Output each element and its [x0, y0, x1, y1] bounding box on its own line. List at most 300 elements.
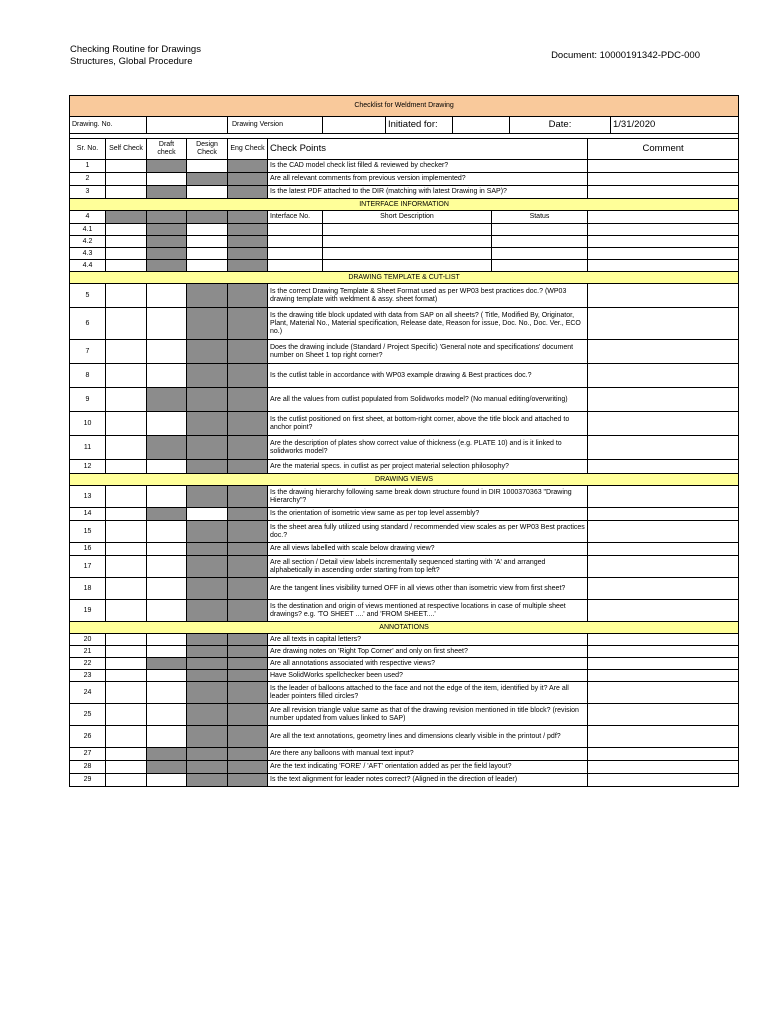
row-number: 6 [70, 308, 106, 340]
row-number: 18 [70, 578, 106, 600]
eng-check-cell [228, 388, 268, 412]
draft-check-cell [147, 508, 187, 521]
row-number: 26 [70, 726, 106, 748]
row-number: 14 [70, 508, 106, 521]
comment-cell[interactable] [588, 682, 739, 704]
self-check-cell[interactable] [106, 521, 147, 543]
comment-cell[interactable] [588, 670, 739, 682]
checklist-row [70, 508, 739, 521]
eng-check-cell [228, 726, 268, 748]
comment-cell[interactable] [588, 284, 739, 308]
self-check-cell[interactable] [106, 682, 147, 704]
eng-check-cell [228, 173, 268, 186]
row-number: 13 [70, 486, 106, 508]
draft-check-cell[interactable] [147, 521, 187, 543]
row-number: 15 [70, 521, 106, 543]
row-number: 8 [70, 364, 106, 388]
check-point-text: Are all relevant comments from previous version implemented? [268, 173, 588, 186]
comment-cell[interactable] [588, 173, 739, 186]
draft-check-cell [147, 748, 187, 761]
design-check-cell [187, 543, 228, 556]
design-check-cell [187, 173, 228, 186]
checklist-table [69, 95, 739, 787]
design-check-cell [187, 340, 228, 364]
row-number: 19 [70, 600, 106, 622]
eng-check-cell [228, 284, 268, 308]
self-check-cell[interactable] [106, 388, 147, 412]
check-point-text: Is the sheet area fully utilized using standard / recommended view scales as per WP03 Best practices doc.? [268, 521, 588, 543]
row-number: 21 [70, 646, 106, 658]
comment-cell[interactable] [588, 260, 739, 272]
eng-check-cell [228, 646, 268, 658]
design-check-cell[interactable] [187, 160, 228, 173]
comment-cell[interactable] [588, 248, 739, 260]
self-check-cell[interactable] [106, 646, 147, 658]
draft-check-cell[interactable] [147, 634, 187, 646]
eng-check-cell [228, 236, 268, 248]
comment-cell[interactable] [588, 486, 739, 508]
comment-cell[interactable] [588, 224, 739, 236]
row-number: 11 [70, 436, 106, 460]
row-number: 9 [70, 388, 106, 412]
draft-check-cell [147, 160, 187, 173]
self-check-cell[interactable] [106, 556, 147, 578]
comment-cell[interactable] [588, 412, 739, 436]
draft-check-cell[interactable] [147, 556, 187, 578]
eng-check-cell [228, 486, 268, 508]
check-point-text: Is the drawing hierarchy following same break down structure found in DIR 1000370363 "Drawing Hierarchy"? [268, 486, 588, 508]
eng-check-cell [228, 774, 268, 787]
draft-check-cell [147, 260, 187, 272]
col-draft-check: Draft check [147, 139, 187, 160]
self-check-cell[interactable] [106, 508, 147, 521]
short-description-cell[interactable] [323, 224, 492, 236]
design-check-cell [187, 284, 228, 308]
design-check-cell[interactable] [187, 224, 228, 236]
design-check-cell [187, 211, 228, 224]
design-check-cell [187, 682, 228, 704]
row-number: 2 [70, 173, 106, 186]
design-check-cell[interactable] [187, 236, 228, 248]
eng-check-cell [228, 543, 268, 556]
row-number: 4.4 [70, 260, 106, 272]
comment-cell[interactable] [588, 308, 739, 340]
initiated-for-label: Initiated for: [386, 117, 453, 133]
self-check-cell[interactable] [106, 634, 147, 646]
row-number: 24 [70, 682, 106, 704]
self-check-cell[interactable] [106, 236, 147, 248]
eng-check-cell [228, 508, 268, 521]
self-check-cell[interactable] [106, 364, 147, 388]
eng-check-cell [228, 224, 268, 236]
col-design-check: Design Check [187, 139, 228, 160]
design-check-cell [187, 521, 228, 543]
self-check-cell[interactable] [106, 412, 147, 436]
checklist-row [70, 260, 739, 272]
checklist-row [70, 160, 739, 173]
row-number: 4.1 [70, 224, 106, 236]
document-number: Document: 10000191342-PDC-000 [551, 50, 700, 61]
design-check-cell [187, 704, 228, 726]
design-check-cell[interactable] [187, 248, 228, 260]
row-number: 29 [70, 774, 106, 787]
design-check-cell [187, 646, 228, 658]
checklist-row [70, 600, 739, 622]
comment-cell[interactable] [588, 340, 739, 364]
col-check-points: Check Points [268, 139, 588, 160]
eng-check-cell [228, 556, 268, 578]
comment-cell[interactable] [588, 436, 739, 460]
comment-cell[interactable] [588, 521, 739, 543]
comment-cell[interactable] [588, 186, 739, 199]
check-point-text: Are the text indicating 'FORE' / 'AFT' orientation added as per the field layout? [268, 761, 588, 774]
eng-check-cell [228, 436, 268, 460]
info-right-group [323, 117, 739, 134]
row-number: 4.2 [70, 236, 106, 248]
checklist-row [70, 726, 739, 748]
draft-check-cell [147, 761, 187, 774]
check-point-text: Is the latest PDF attached to the DIR (matching with latest Drawing in SAP)? [268, 186, 588, 199]
section-header: INTERFACE INFORMATION [70, 199, 739, 211]
self-check-cell[interactable] [106, 670, 147, 682]
row-number: 25 [70, 704, 106, 726]
eng-check-cell [228, 211, 268, 224]
check-point-text: Have SolidWorks spellchecker been used? [268, 670, 588, 682]
self-check-cell[interactable] [106, 460, 147, 474]
checklist-row [70, 364, 739, 388]
draft-check-cell [147, 388, 187, 412]
draft-check-cell[interactable] [147, 726, 187, 748]
draft-check-cell[interactable] [147, 704, 187, 726]
design-check-cell [187, 460, 228, 474]
status-cell[interactable] [492, 248, 588, 260]
checklist-row [70, 284, 739, 308]
row-number: 27 [70, 748, 106, 761]
row-number: 10 [70, 412, 106, 436]
design-check-cell [187, 436, 228, 460]
row-number: 17 [70, 556, 106, 578]
comment-cell[interactable] [588, 236, 739, 248]
eng-check-cell [228, 748, 268, 761]
check-point-text: Is the leader of balloons attached to the face and not the edge of the item, identified by it? Are all leader pointers filled circles? [268, 682, 588, 704]
comment-cell[interactable] [588, 658, 739, 670]
checklist-row [70, 340, 739, 364]
row-number: 12 [70, 460, 106, 474]
eng-check-cell [228, 578, 268, 600]
comment-cell[interactable] [588, 160, 739, 173]
check-point-text: Are all revision triangle value same as that of the drawing revision mentioned in title block? (revision number updated from values linked to SAP) [268, 704, 588, 726]
check-point-text: Is the CAD model check list filled & reviewed by checker? [268, 160, 588, 173]
row-number: 4 [70, 211, 106, 224]
checklist-row [70, 460, 739, 474]
design-check-cell [187, 726, 228, 748]
draft-check-cell[interactable] [147, 173, 187, 186]
eng-check-cell [228, 364, 268, 388]
draft-check-cell [147, 658, 187, 670]
comment-cell[interactable] [588, 726, 739, 748]
date-label: Date: [510, 117, 611, 133]
col-eng-check: Eng Check [228, 139, 268, 160]
self-check-cell[interactable] [106, 704, 147, 726]
self-check-cell[interactable] [106, 748, 147, 761]
section-header: ANNOTATIONS [70, 622, 739, 634]
draft-check-cell [147, 186, 187, 199]
drawing-version-label: Drawing Version [228, 117, 323, 134]
draft-check-cell [147, 211, 187, 224]
date-field[interactable]: 1/31/2020 [613, 119, 656, 130]
comment-cell[interactable] [588, 388, 739, 412]
checklist-row [70, 436, 739, 460]
short-description-cell[interactable] [323, 260, 492, 272]
self-check-cell[interactable] [106, 578, 147, 600]
check-point-text: Does the drawing include (Standard / Project Specific) 'General note and specifications' document number on Sheet 1 top right corner? [268, 340, 588, 364]
row-number: 1 [70, 160, 106, 173]
self-check-cell[interactable] [106, 248, 147, 260]
draft-check-cell [147, 248, 187, 260]
initiated-for-field[interactable] [453, 117, 510, 133]
check-point-text: Are all the values from cutlist populated from Solidworks model? (No manual editing/overwriting) [268, 388, 588, 412]
draft-check-cell [147, 436, 187, 460]
comment-cell[interactable] [588, 211, 739, 224]
draft-check-cell[interactable] [147, 412, 187, 436]
check-point-text: Are all section / Detail view labels incrementally sequenced starting with 'A' and arranged alphabetically in ascending order starting from top left? [268, 556, 588, 578]
checklist-row [70, 486, 739, 508]
checklist-row [70, 670, 739, 682]
draft-check-cell[interactable] [147, 364, 187, 388]
status-cell: Status [492, 211, 588, 224]
draft-check-cell [147, 236, 187, 248]
col-sr-no: Sr. No. [70, 139, 106, 160]
short-description-cell: Short Description [323, 211, 492, 224]
checklist-row [70, 224, 739, 236]
check-point-text: Are all annotations associated with respective views? [268, 658, 588, 670]
checklist-row [70, 388, 739, 412]
eng-check-cell [228, 704, 268, 726]
check-point-text: Is the orientation of isometric view same as per top level assembly? [268, 508, 588, 521]
header-line-1: Checking Routine for Drawings [70, 44, 201, 55]
row-number: 23 [70, 670, 106, 682]
check-point-text: Are all views labelled with scale below drawing view? [268, 543, 588, 556]
self-check-cell[interactable] [106, 173, 147, 186]
design-check-cell[interactable] [187, 186, 228, 199]
design-check-cell [187, 748, 228, 761]
comment-cell[interactable] [588, 646, 739, 658]
self-check-cell[interactable] [106, 224, 147, 236]
design-check-cell [187, 774, 228, 787]
row-number: 28 [70, 761, 106, 774]
design-check-cell [187, 412, 228, 436]
self-check-cell[interactable] [106, 340, 147, 364]
eng-check-cell [228, 658, 268, 670]
design-check-cell [187, 388, 228, 412]
checklist-row [70, 634, 739, 646]
comment-cell[interactable] [588, 508, 739, 521]
checklist-row [70, 646, 739, 658]
self-check-cell[interactable] [106, 761, 147, 774]
self-check-cell[interactable] [106, 260, 147, 272]
comment-cell[interactable] [588, 761, 739, 774]
check-point-text: Are the description of plates show correct value of thickness (e.g. PLATE 10) and is it linked to solidworks model? [268, 436, 588, 460]
checklist-row [70, 412, 739, 436]
comment-cell[interactable] [588, 578, 739, 600]
interface-no-cell: Interface No. [268, 211, 323, 224]
drawing-no-label: Drawing. No. [70, 117, 147, 134]
eng-check-cell [228, 248, 268, 260]
design-check-cell [187, 364, 228, 388]
design-check-cell [187, 670, 228, 682]
self-check-cell[interactable] [106, 543, 147, 556]
self-check-cell[interactable] [106, 284, 147, 308]
design-check-cell [187, 761, 228, 774]
checklist-row [70, 761, 739, 774]
draft-check-cell[interactable] [147, 646, 187, 658]
draft-check-cell[interactable] [147, 308, 187, 340]
check-point-text: Are drawing notes on 'Right Top Corner' and only on first sheet? [268, 646, 588, 658]
checklist-row [70, 704, 739, 726]
eng-check-cell [228, 260, 268, 272]
check-point-text: Are all texts in capital letters? [268, 634, 588, 646]
eng-check-cell [228, 460, 268, 474]
row-number: 7 [70, 340, 106, 364]
comment-cell[interactable] [588, 748, 739, 761]
interface-no-cell[interactable] [268, 224, 323, 236]
draft-check-cell[interactable] [147, 600, 187, 622]
comment-cell[interactable] [588, 774, 739, 787]
row-number: 20 [70, 634, 106, 646]
comment-cell[interactable] [588, 704, 739, 726]
short-description-cell[interactable] [323, 248, 492, 260]
check-point-text: Is the text alignment for leader notes correct? (Aligned in the direction of leader) [268, 774, 588, 787]
checklist-row [70, 578, 739, 600]
header-line-2: Structures, Global Procedure [70, 56, 193, 67]
checklist-row [70, 211, 739, 224]
check-point-text: Are there any balloons with manual text input? [268, 748, 588, 761]
draft-check-cell[interactable] [147, 774, 187, 787]
checklist-row [70, 543, 739, 556]
design-check-cell [187, 486, 228, 508]
design-check-cell [187, 308, 228, 340]
check-point-text: Is the cutlist table in accordance with WP03 example drawing & Best practices doc.? [268, 364, 588, 388]
eng-check-cell [228, 160, 268, 173]
document-header-left [70, 44, 201, 68]
comment-cell[interactable] [588, 556, 739, 578]
draft-check-cell[interactable] [147, 284, 187, 308]
self-check-cell[interactable] [106, 160, 147, 173]
self-check-cell[interactable] [106, 600, 147, 622]
comment-cell[interactable] [588, 460, 739, 474]
eng-check-cell [228, 670, 268, 682]
design-check-cell [187, 600, 228, 622]
interface-no-cell[interactable] [268, 236, 323, 248]
row-number: 3 [70, 186, 106, 199]
draft-check-cell[interactable] [147, 543, 187, 556]
design-check-cell [187, 634, 228, 646]
draft-check-cell [147, 224, 187, 236]
design-check-cell[interactable] [187, 508, 228, 521]
comment-cell[interactable] [588, 600, 739, 622]
row-number: 4.3 [70, 248, 106, 260]
self-check-cell[interactable] [106, 486, 147, 508]
status-cell[interactable] [492, 260, 588, 272]
design-check-cell [187, 556, 228, 578]
draft-check-cell[interactable] [147, 486, 187, 508]
checklist-row [70, 236, 739, 248]
checklist-row [70, 682, 739, 704]
drawing-version-value[interactable] [323, 117, 386, 133]
checklist-row [70, 556, 739, 578]
check-point-text: Is the destination and origin of views mentioned at respective locations in case of multiple sheet drawings? e.g. 'TO SHEET ....' and 'FROM SHEET....' [268, 600, 588, 622]
self-check-cell[interactable] [106, 186, 147, 199]
check-point-text: Are the material specs. in cutlist as per project material selection philosophy? [268, 460, 588, 474]
checklist-row [70, 658, 739, 670]
row-number: 5 [70, 284, 106, 308]
eng-check-cell [228, 412, 268, 436]
design-check-cell [187, 578, 228, 600]
design-check-cell [187, 658, 228, 670]
checklist-row [70, 248, 739, 260]
interface-no-cell[interactable] [268, 260, 323, 272]
self-check-cell[interactable] [106, 774, 147, 787]
eng-check-cell [228, 682, 268, 704]
col-self-check: Self Check [106, 139, 147, 160]
interface-no-cell[interactable] [268, 248, 323, 260]
self-check-cell[interactable] [106, 726, 147, 748]
eng-check-cell [228, 600, 268, 622]
eng-check-cell [228, 521, 268, 543]
checklist-row [70, 748, 739, 761]
eng-check-cell [228, 308, 268, 340]
checklist-row [70, 186, 739, 199]
draft-check-cell[interactable] [147, 578, 187, 600]
drawing-no-field[interactable] [147, 117, 228, 134]
status-cell[interactable] [492, 224, 588, 236]
row-number: 22 [70, 658, 106, 670]
check-point-text: Is the drawing title block updated with data from SAP on all sheets? ( Title, Modified By, Originator, Plant, Material No., Material specification, Release date, Reason for issue, Doc. No., Doc. Ver., ECO no.) [268, 308, 588, 340]
section-header: DRAWING VIEWS [70, 474, 739, 486]
comment-cell[interactable] [588, 364, 739, 388]
status-cell[interactable] [492, 236, 588, 248]
self-check-cell[interactable] [106, 308, 147, 340]
design-check-cell[interactable] [187, 260, 228, 272]
eng-check-cell [228, 634, 268, 646]
checklist-row [70, 774, 739, 787]
draft-check-cell[interactable] [147, 682, 187, 704]
comment-cell[interactable] [588, 543, 739, 556]
checklist-row [70, 308, 739, 340]
row-number: 16 [70, 543, 106, 556]
draft-check-cell[interactable] [147, 670, 187, 682]
eng-check-cell [228, 340, 268, 364]
eng-check-cell [228, 186, 268, 199]
checklist-row [70, 173, 739, 186]
self-check-cell[interactable] [106, 658, 147, 670]
checklist-row [70, 521, 739, 543]
eng-check-cell [228, 761, 268, 774]
check-point-text: Is the correct Drawing Template & Sheet Format used as per WP03 best practices doc.? (WP03 drawing template with weldment & assy. sheet format) [268, 284, 588, 308]
check-point-text: Is the cutlist positioned on first sheet, at bottom-right corner, above the title block and attached to anchor point? [268, 412, 588, 436]
comment-cell[interactable] [588, 634, 739, 646]
checklist-title: Checklist for Weldment Drawing [70, 96, 739, 117]
short-description-cell[interactable] [323, 236, 492, 248]
draft-check-cell[interactable] [147, 460, 187, 474]
draft-check-cell[interactable] [147, 340, 187, 364]
section-header: DRAWING TEMPLATE & CUT-LIST [70, 272, 739, 284]
col-comment: Comment [588, 139, 739, 160]
self-check-cell [106, 211, 147, 224]
check-point-text: Are all the text annotations, geometry lines and dimensions clearly visible in the printout / pdf? [268, 726, 588, 748]
check-point-text: Are the tangent lines visibility turned OFF in all views other than isometric view from first sheet? [268, 578, 588, 600]
self-check-cell[interactable] [106, 436, 147, 460]
